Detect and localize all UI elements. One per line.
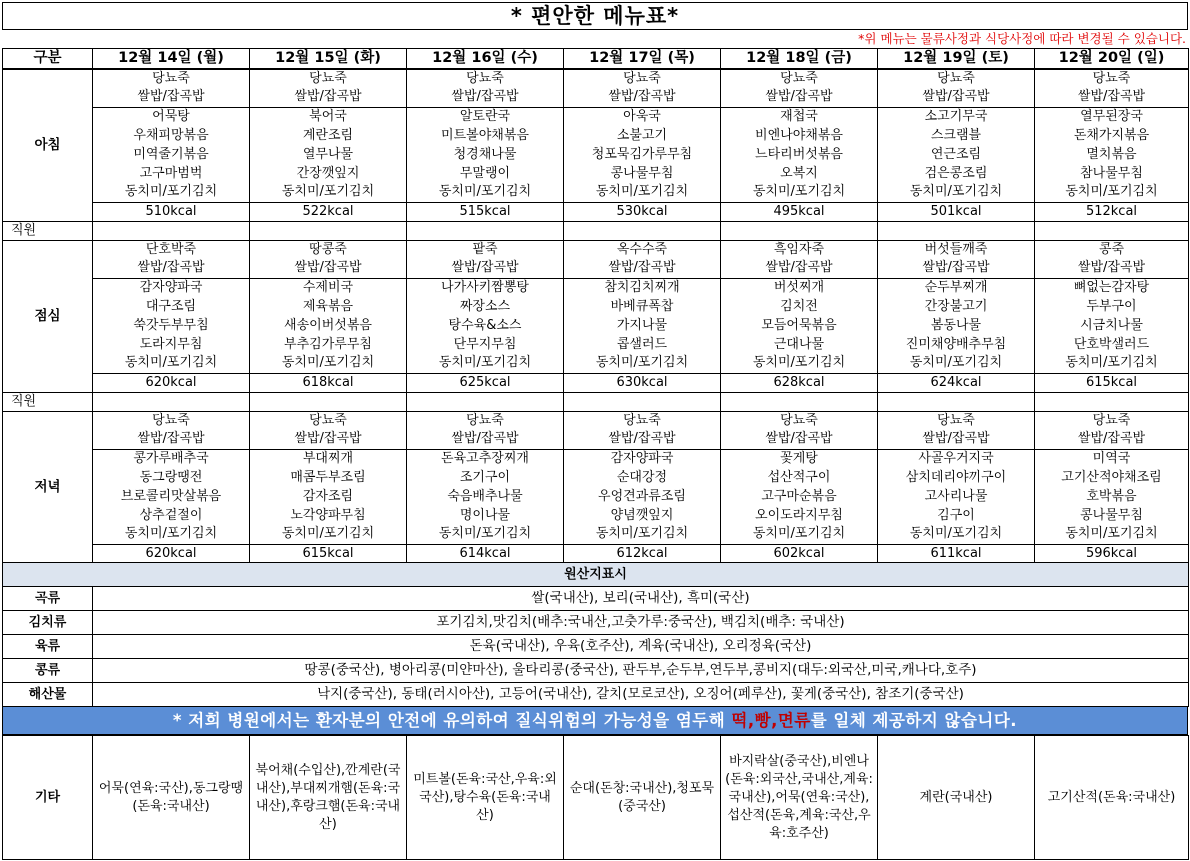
menu-item: 쌀밥/잡곡밥 bbox=[93, 88, 250, 107]
kcal-value: 596kcal bbox=[1035, 544, 1189, 563]
staff-label: 직원 bbox=[3, 392, 93, 411]
menu-item: 근대나물 bbox=[721, 335, 878, 354]
menu-item: 쌀밥/잡곡밥 bbox=[721, 430, 878, 449]
origin-value: 돈육(국내산), 우육(호주산), 계육(국내산), 오리정육(국산) bbox=[93, 635, 1189, 659]
menu-item: 동치미/포기김치 bbox=[250, 525, 407, 544]
menu-item: 노각양파무침 bbox=[250, 506, 407, 525]
menu-item: 감자양파국 bbox=[93, 278, 250, 297]
kcal-value: 522kcal bbox=[250, 202, 407, 221]
origin-title: 원산지표시 bbox=[3, 563, 1189, 587]
menu-item: 스크램블 bbox=[878, 126, 1035, 145]
menu-item: 두부구이 bbox=[1035, 297, 1189, 316]
kcal-value: 630kcal bbox=[564, 373, 721, 392]
kcal-value: 515kcal bbox=[407, 202, 564, 221]
menu-item: 비엔나야채볶음 bbox=[721, 126, 878, 145]
menu-item: 쌀밥/잡곡밥 bbox=[407, 430, 564, 449]
menu-item: 탕수육&소스 bbox=[407, 316, 564, 335]
menu-item: 김치전 bbox=[721, 297, 878, 316]
menu-item: 동치미/포기김치 bbox=[721, 525, 878, 544]
day-header: 12월 14일 (월) bbox=[93, 49, 250, 70]
menu-item: 당뇨죽 bbox=[250, 69, 407, 88]
kcal-value: 624kcal bbox=[878, 373, 1035, 392]
menu-item: 사골우거지국 bbox=[878, 449, 1035, 468]
origin-row bbox=[3, 635, 1189, 659]
menu-row bbox=[3, 240, 1189, 259]
menu-item: 미트볼야채볶음 bbox=[407, 126, 564, 145]
menu-item: 부대찌개 bbox=[250, 449, 407, 468]
menu-item: 열무나물 bbox=[250, 145, 407, 164]
kcal-value: 602kcal bbox=[721, 544, 878, 563]
menu-item: 동치미/포기김치 bbox=[93, 354, 250, 373]
staff-cell bbox=[407, 392, 564, 411]
menu-item: 오이도라지무침 bbox=[721, 506, 878, 525]
menu-item: 당뇨죽 bbox=[564, 69, 721, 88]
origin-row bbox=[3, 659, 1189, 683]
menu-item: 부추김가루무침 bbox=[250, 335, 407, 354]
menu-item: 시금치나물 bbox=[1035, 316, 1189, 335]
menu-item: 섭산적구이 bbox=[721, 468, 878, 487]
origin-category: 김치류 bbox=[3, 611, 93, 635]
menu-item: 동치미/포기김치 bbox=[93, 525, 250, 544]
menu-item: 고사리나물 bbox=[878, 487, 1035, 506]
menu-item: 쌀밥/잡곡밥 bbox=[878, 88, 1035, 107]
menu-item: 느타리버섯볶음 bbox=[721, 145, 878, 164]
staff-cell bbox=[878, 392, 1035, 411]
menu-item: 우엉견과류조림 bbox=[564, 487, 721, 506]
menu-item: 참치김치찌개 bbox=[564, 278, 721, 297]
kcal-value: 501kcal bbox=[878, 202, 1035, 221]
menu-item: 상추겉절이 bbox=[93, 506, 250, 525]
kcal-value: 615kcal bbox=[250, 544, 407, 563]
menu-item: 돈채가지볶음 bbox=[1035, 126, 1189, 145]
menu-item: 동치미/포기김치 bbox=[878, 354, 1035, 373]
kcal-value: 620kcal bbox=[93, 373, 250, 392]
change-notice: *위 메뉴는 물류사정과 식당사정에 따라 변경될 수 있습니다. bbox=[858, 31, 1186, 46]
menu-item: 멸치볶음 bbox=[1035, 145, 1189, 164]
menu-row bbox=[3, 354, 1189, 373]
warning-highlight: 떡,빵,면류 bbox=[731, 711, 811, 730]
meal-label: 저녁 bbox=[3, 411, 93, 563]
menu-item: 간장불고기 bbox=[878, 297, 1035, 316]
menu-item: 순대강정 bbox=[564, 468, 721, 487]
origin-value: 낙지(중국산), 동태(러시아산), 고등어(국내산), 갈치(모로코산), 오징어(페루산), 꽃게(중국산), 참조기(중국산) bbox=[93, 683, 1189, 707]
menu-item: 당뇨죽 bbox=[1035, 411, 1189, 430]
menu-item: 감자양파국 bbox=[564, 449, 721, 468]
origin-category: 곡류 bbox=[3, 587, 93, 611]
menu-item: 콥샐러드 bbox=[564, 335, 721, 354]
day-header: 12월 18일 (금) bbox=[721, 49, 878, 70]
menu-item: 무말랭이 bbox=[407, 164, 564, 183]
day-header: 12월 19일 (토) bbox=[878, 49, 1035, 70]
origin-category: 콩류 bbox=[3, 659, 93, 683]
menu-item: 미역국 bbox=[1035, 449, 1189, 468]
menu-item: 동치미/포기김치 bbox=[250, 183, 407, 202]
staff-cell bbox=[878, 221, 1035, 240]
menu-item: 명이나물 bbox=[407, 506, 564, 525]
origin-row bbox=[3, 611, 1189, 635]
kcal-value: 615kcal bbox=[1035, 373, 1189, 392]
menu-row bbox=[3, 506, 1189, 525]
kcal-value: 512kcal bbox=[1035, 202, 1189, 221]
warning-text: * 저희 병원에서는 환자분의 안전에 유의하여 질식위험의 가능성을 염두해 bbox=[172, 711, 732, 730]
etc-row bbox=[3, 736, 1189, 860]
etc-label: 기타 bbox=[3, 736, 93, 860]
staff-row bbox=[3, 392, 1189, 411]
menu-item: 당뇨죽 bbox=[250, 411, 407, 430]
menu-item: 대구조림 bbox=[93, 297, 250, 316]
menu-item: 북어국 bbox=[250, 107, 407, 126]
menu-item: 조기구이 bbox=[407, 468, 564, 487]
menu-item: 짜장소스 bbox=[407, 297, 564, 316]
kcal-value: 620kcal bbox=[93, 544, 250, 563]
origin-category: 육류 bbox=[3, 635, 93, 659]
menu-row bbox=[3, 468, 1189, 487]
staff-cell bbox=[250, 392, 407, 411]
menu-row bbox=[3, 411, 1189, 430]
menu-item: 동치미/포기김치 bbox=[721, 354, 878, 373]
staff-cell bbox=[564, 221, 721, 240]
menu-row bbox=[3, 297, 1189, 316]
menu-row bbox=[3, 69, 1189, 88]
menu-item: 간장깻잎지 bbox=[250, 164, 407, 183]
menu-item: 도라지무침 bbox=[93, 335, 250, 354]
menu-row bbox=[3, 183, 1189, 202]
menu-item: 쌀밥/잡곡밥 bbox=[878, 259, 1035, 278]
staff-row bbox=[3, 221, 1189, 240]
etc-cell: 계란(국내산) bbox=[878, 736, 1035, 860]
menu-item: 매콤두부조림 bbox=[250, 468, 407, 487]
menu-item: 쌀밥/잡곡밥 bbox=[1035, 430, 1189, 449]
etc-cell: 어묵(연육:국산),동그랑땡(돈육:국내산) bbox=[93, 736, 250, 860]
menu-item: 모듬어묵볶음 bbox=[721, 316, 878, 335]
menu-item: 당뇨죽 bbox=[878, 411, 1035, 430]
meal-label: 점심 bbox=[3, 240, 93, 392]
day-header: 12월 15일 (화) bbox=[250, 49, 407, 70]
kcal-value: 618kcal bbox=[250, 373, 407, 392]
menu-row bbox=[3, 107, 1189, 126]
menu-item: 쌀밥/잡곡밥 bbox=[93, 430, 250, 449]
etc-cell: 미트볼(돈육:국산,우육:외국산),탕수육(돈육:국내산) bbox=[407, 736, 564, 860]
menu-item: 열무된장국 bbox=[1035, 107, 1189, 126]
menu-item: 콩죽 bbox=[1035, 240, 1189, 259]
menu-item: 우채피망볶음 bbox=[93, 126, 250, 145]
menu-item: 뼈없는감자탕 bbox=[1035, 278, 1189, 297]
kcal-value: 495kcal bbox=[721, 202, 878, 221]
menu-item: 당뇨죽 bbox=[407, 411, 564, 430]
menu-row bbox=[3, 449, 1189, 468]
menu-item: 동치미/포기김치 bbox=[721, 183, 878, 202]
staff-cell bbox=[564, 392, 721, 411]
menu-item: 제육볶음 bbox=[250, 297, 407, 316]
staff-cell bbox=[407, 221, 564, 240]
menu-item: 연근조림 bbox=[878, 145, 1035, 164]
origin-table bbox=[2, 562, 1189, 707]
menu-item: 쌀밥/잡곡밥 bbox=[407, 88, 564, 107]
menu-item: 동치미/포기김치 bbox=[93, 183, 250, 202]
menu-row bbox=[3, 487, 1189, 506]
menu-item: 동치미/포기김치 bbox=[878, 183, 1035, 202]
menu-item: 감자조림 bbox=[250, 487, 407, 506]
menu-row bbox=[3, 145, 1189, 164]
menu-item: 미역줄기볶음 bbox=[93, 145, 250, 164]
menu-item: 쌀밥/잡곡밥 bbox=[564, 430, 721, 449]
menu-item: 쌀밥/잡곡밥 bbox=[250, 430, 407, 449]
kcal-value: 614kcal bbox=[407, 544, 564, 563]
menu-item: 단무지무침 bbox=[407, 335, 564, 354]
menu-item: 당뇨죽 bbox=[564, 411, 721, 430]
menu-item: 당뇨죽 bbox=[721, 69, 878, 88]
menu-item: 어묵탕 bbox=[93, 107, 250, 126]
header-row bbox=[3, 49, 1189, 70]
menu-item: 콩나물무침 bbox=[1035, 506, 1189, 525]
staff-cell bbox=[721, 392, 878, 411]
menu-item: 버섯들깨죽 bbox=[878, 240, 1035, 259]
menu-item: 고구마범벅 bbox=[93, 164, 250, 183]
menu-item: 나가사키짬뽕탕 bbox=[407, 278, 564, 297]
menu-item: 쌀밥/잡곡밥 bbox=[407, 259, 564, 278]
menu-item: 땅콩죽 bbox=[250, 240, 407, 259]
menu-item: 당뇨죽 bbox=[93, 411, 250, 430]
menu-item: 쌀밥/잡곡밥 bbox=[250, 259, 407, 278]
menu-item: 쌀밥/잡곡밥 bbox=[878, 430, 1035, 449]
menu-item: 브로콜리맛살볶음 bbox=[93, 487, 250, 506]
menu-item: 고기산적야채조림 bbox=[1035, 468, 1189, 487]
kcal-row bbox=[3, 202, 1189, 221]
menu-item: 당뇨죽 bbox=[407, 69, 564, 88]
menu-item: 진미채양배추무침 bbox=[878, 335, 1035, 354]
menu-item: 동그랑땡전 bbox=[93, 468, 250, 487]
origin-row bbox=[3, 587, 1189, 611]
menu-item: 콩가루배추국 bbox=[93, 449, 250, 468]
header-label: 구분 bbox=[3, 49, 93, 70]
menu-item: 김구이 bbox=[878, 506, 1035, 525]
menu-item: 쌀밥/잡곡밥 bbox=[721, 88, 878, 107]
origin-value: 쌀(국내산), 보리(국내산), 흑미(국산) bbox=[93, 587, 1189, 611]
menu-item: 옥수수죽 bbox=[564, 240, 721, 259]
menu-row bbox=[3, 316, 1189, 335]
staff-label: 직원 bbox=[3, 221, 93, 240]
menu-item: 쌀밥/잡곡밥 bbox=[721, 259, 878, 278]
menu-item: 당뇨죽 bbox=[721, 411, 878, 430]
menu-item: 버섯찌개 bbox=[721, 278, 878, 297]
menu-item: 꽃게탕 bbox=[721, 449, 878, 468]
menu-item: 가지나물 bbox=[564, 316, 721, 335]
menu-item: 청경채나물 bbox=[407, 145, 564, 164]
origin-category: 해산물 bbox=[3, 683, 93, 707]
menu-item: 삼치데리야끼구이 bbox=[878, 468, 1035, 487]
staff-cell bbox=[1035, 392, 1189, 411]
kcal-value: 628kcal bbox=[721, 373, 878, 392]
kcal-row bbox=[3, 544, 1189, 563]
menu-item: 쌀밥/잡곡밥 bbox=[1035, 259, 1189, 278]
menu-item: 동치미/포기김치 bbox=[878, 525, 1035, 544]
kcal-value: 510kcal bbox=[93, 202, 250, 221]
etc-cell: 순대(돈창:국내산),청포묵(중국산) bbox=[564, 736, 721, 860]
menu-item: 새송이버섯볶음 bbox=[250, 316, 407, 335]
kcal-value: 611kcal bbox=[878, 544, 1035, 563]
menu-item: 쑥갓두부무침 bbox=[93, 316, 250, 335]
menu-item: 팥죽 bbox=[407, 240, 564, 259]
menu-item: 소불고기 bbox=[564, 126, 721, 145]
menu-item: 동치미/포기김치 bbox=[407, 525, 564, 544]
meal-label: 아침 bbox=[3, 69, 93, 221]
origin-value: 포기김치,맛김치(배추:국내산,고춧가루:중국산), 백김치(배추: 국내산) bbox=[93, 611, 1189, 635]
menu-item: 콩나물무침 bbox=[564, 164, 721, 183]
kcal-row bbox=[3, 373, 1189, 392]
menu-item: 동치미/포기김치 bbox=[1035, 183, 1189, 202]
menu-item: 동치미/포기김치 bbox=[250, 354, 407, 373]
menu-item: 동치미/포기김치 bbox=[1035, 525, 1189, 544]
menu-item: 봄동나물 bbox=[878, 316, 1035, 335]
staff-cell bbox=[721, 221, 878, 240]
menu-row bbox=[3, 164, 1189, 183]
staff-cell bbox=[1035, 221, 1189, 240]
etc-cell: 북어채(수입산),깐계란(국내산),부대찌개햄(돈육:국내산),후랑크햄(돈육:국내산) bbox=[250, 736, 407, 860]
menu-item: 쌀밥/잡곡밥 bbox=[93, 259, 250, 278]
staff-cell bbox=[250, 221, 407, 240]
menu-item: 순두부찌개 bbox=[878, 278, 1035, 297]
menu-item: 숙음배추나물 bbox=[407, 487, 564, 506]
menu-row bbox=[3, 88, 1189, 107]
weekly-menu-table bbox=[2, 48, 1189, 564]
etc-origin-table bbox=[2, 735, 1189, 860]
menu-item: 오복지 bbox=[721, 164, 878, 183]
kcal-value: 612kcal bbox=[564, 544, 721, 563]
menu-item: 동치미/포기김치 bbox=[564, 525, 721, 544]
menu-item: 청포묵김가루무침 bbox=[564, 145, 721, 164]
staff-cell bbox=[93, 221, 250, 240]
menu-item: 알토란국 bbox=[407, 107, 564, 126]
menu-item: 수제비국 bbox=[250, 278, 407, 297]
kcal-value: 625kcal bbox=[407, 373, 564, 392]
menu-item: 동치미/포기김치 bbox=[1035, 354, 1189, 373]
page-title: * 편안한 메뉴표* bbox=[2, 2, 1188, 30]
menu-item: 당뇨죽 bbox=[1035, 69, 1189, 88]
day-header: 12월 20일 (일) bbox=[1035, 49, 1189, 70]
menu-item: 참나물무침 bbox=[1035, 164, 1189, 183]
menu-item: 동치미/포기김치 bbox=[564, 183, 721, 202]
menu-item: 호박볶음 bbox=[1035, 487, 1189, 506]
menu-item: 돈육고추장찌개 bbox=[407, 449, 564, 468]
day-header: 12월 17일 (목) bbox=[564, 49, 721, 70]
menu-item: 동치미/포기김치 bbox=[564, 354, 721, 373]
menu-item: 단호박샐러드 bbox=[1035, 335, 1189, 354]
origin-title-row bbox=[3, 563, 1189, 587]
origin-value: 땅콩(중국산), 병아리콩(미얀마산), 울타리콩(중국산), 판두부,순두부,연두부,콩비지(대두:외국산,미국,캐나다,호주) bbox=[93, 659, 1189, 683]
menu-row bbox=[3, 126, 1189, 145]
etc-cell: 고기산적(돈육:국내산) bbox=[1035, 736, 1189, 860]
staff-cell bbox=[93, 392, 250, 411]
warning-text-end: 를 일체 제공하지 않습니다. bbox=[810, 711, 1018, 730]
menu-item: 쌀밥/잡곡밥 bbox=[564, 88, 721, 107]
menu-item: 당뇨죽 bbox=[93, 69, 250, 88]
menu-row bbox=[3, 335, 1189, 354]
origin-row bbox=[3, 683, 1189, 707]
menu-item: 바베큐폭찹 bbox=[564, 297, 721, 316]
menu-item: 쌀밥/잡곡밥 bbox=[564, 259, 721, 278]
menu-row bbox=[3, 525, 1189, 544]
menu-item: 쌀밥/잡곡밥 bbox=[250, 88, 407, 107]
menu-item: 양념깻잎지 bbox=[564, 506, 721, 525]
safety-warning-banner bbox=[2, 706, 1188, 735]
menu-row bbox=[3, 278, 1189, 297]
menu-item: 계란조림 bbox=[250, 126, 407, 145]
kcal-value: 530kcal bbox=[564, 202, 721, 221]
menu-item: 아욱국 bbox=[564, 107, 721, 126]
menu-item: 흑임자죽 bbox=[721, 240, 878, 259]
menu-item: 검은콩조림 bbox=[878, 164, 1035, 183]
menu-item: 동치미/포기김치 bbox=[407, 354, 564, 373]
menu-row bbox=[3, 430, 1189, 449]
menu-item: 당뇨죽 bbox=[878, 69, 1035, 88]
day-header: 12월 16일 (수) bbox=[407, 49, 564, 70]
menu-item: 소고기무국 bbox=[878, 107, 1035, 126]
menu-item: 동치미/포기김치 bbox=[407, 183, 564, 202]
menu-item: 쌀밥/잡곡밥 bbox=[1035, 88, 1189, 107]
etc-cell: 바지락살(중국산),비엔나(돈육:외국산,국내산,계육:국내산),어묵(연육:국산),섭산적(돈육,계육:국산,우육:호주산) bbox=[721, 736, 878, 860]
menu-item: 단호박죽 bbox=[93, 240, 250, 259]
menu-item: 재첩국 bbox=[721, 107, 878, 126]
menu-item: 고구마순볶음 bbox=[721, 487, 878, 506]
menu-row bbox=[3, 259, 1189, 278]
